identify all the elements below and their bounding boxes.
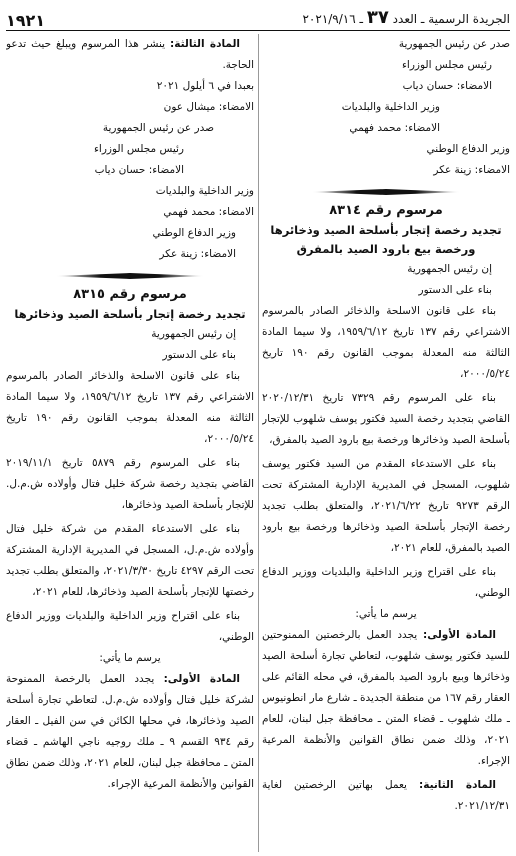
article-text: يعمل بهاتين الرخصتين لغاية ٢٠٢١/١٢/٣١. bbox=[262, 779, 510, 812]
signature-line: الامضاء: حسان دياب bbox=[94, 164, 184, 176]
preamble-paragraph: بناء على قانون الاسلحة والذخائر الصادر بالمرسوم الاشتراعي رقم ١٣٧ تاريخ ١٩٥٩/٦/١٢، ولا سيما المادة الثالثة منه المعدلة بموجب القانون رقم ١٩٠ تاريخ ٢٠٠٠/٥/٢٤، bbox=[262, 305, 510, 380]
article-label: المادة الأولى: bbox=[423, 629, 496, 641]
signature-line: رئيس مجلس الوزراء bbox=[93, 143, 184, 155]
issue-number: ٣٧ bbox=[366, 7, 389, 28]
preamble-paragraph: بناء على المرسوم رقم ٧٣٢٩ تاريخ ٢٠٢٠/١٢/٣١ القاضي بتجديد رخصة السيد فكتور يوسف شلهوب للإتجار بأسلحة الصيد وذخائرها ورخصة بيع بارود الصيد بالمفرق، bbox=[262, 392, 510, 446]
article-3 bbox=[6, 34, 254, 76]
signature-line: صدر عن رئيس الجمهورية bbox=[102, 122, 214, 134]
signature-line: وزير الداخلية والبلديات bbox=[155, 185, 254, 197]
decrees-line: يرسم ما يأتي: bbox=[99, 652, 161, 664]
right-column bbox=[262, 34, 510, 852]
article-label: المادة الأولى: bbox=[163, 673, 240, 685]
article-label: المادة الثالثة: bbox=[170, 38, 240, 50]
decree-title: مرسوم رقم ٨٣١٥ bbox=[73, 287, 187, 302]
signature-line: الامضاء: زينة عكر bbox=[159, 248, 236, 260]
preamble-paragraph: بناء على اقتراح وزير الداخلية والبلديات ووزير الدفاع الوطني، bbox=[6, 610, 254, 643]
signature-line: وزير الدفاع الوطني bbox=[152, 227, 236, 239]
article-text: ينشر هذا المرسوم ويبلغ حيث تدعو الحاجة. bbox=[6, 38, 254, 71]
signature-line: الامضاء: محمد فهمي bbox=[349, 122, 440, 134]
president-signature: الامضاء: ميشال عون bbox=[163, 101, 254, 113]
intro-line: بناء على الدستور bbox=[418, 284, 492, 296]
preamble-paragraph: بناء على قانون الاسلحة والذخائر الصادر بالمرسوم الاشتراعي رقم ١٣٧ تاريخ ١٩٥٩/٦/١٢، ولا سيما المادة الثالثة منه المعدلة بموجب القانون رقم ١٩٠ تاريخ ٢٠٠٠/٥/٢٤، bbox=[6, 370, 254, 445]
preamble-paragraph: بناء على اقتراح وزير الداخلية والبلديات ووزير الدفاع الوطني، bbox=[262, 566, 510, 599]
article-label: المادة الثانية: bbox=[419, 779, 497, 791]
signature-line: وزير الدفاع الوطني bbox=[426, 143, 510, 155]
decree-title: مرسوم رقم ٨٣١٤ bbox=[329, 203, 443, 218]
intro-line: بناء على الدستور bbox=[162, 349, 236, 361]
preamble-paragraph: بناء على المرسوم رقم ٥٨٧٩ تاريخ ٢٠١٩/١١/١ القاضي بتجديد رخصة شركة خليل فتال وأولاده ش.م.ل. للإتجار بأسلحة الصيد وذخائرها، bbox=[6, 457, 254, 511]
preamble-paragraph: بناء على الاستدعاء المقدم من شركة خليل فتال وأولاده ش.م.ل، المسجل في المديرية الإدارية المشتركة تحت الرقم ٤٢٩٧ تاريخ ٢٠٢١/٣/٣٠، والمتعلق بطلب تجديد رخصتها للإتجار بأسلحة الصيد وذخائرها، للعام ٢٠٢١، bbox=[6, 523, 254, 598]
section-separator bbox=[312, 189, 461, 195]
article-text: يجدد العمل بالرخصتين الممنوحتين للسيد فكتور يوسف شلهوب، لتعاطي تجارة أسلحة الصيد وذخائرها وبيع بارود الصيد بالمفرق، في محله القائم على العقار رقم ١٦٧ من منطقة الجديدة ـ شارع مار انطونيوس ـ ملك شلهوب ـ قضاء المتن ـ محافظة جبل لبنان، للعام ٢٠٢١، وذلك ضمن نطاق القوانين والأنظمة المرعية الإجراء. bbox=[262, 629, 510, 767]
intro-line: إن رئيس الجمهورية bbox=[407, 263, 492, 275]
intro-line: إن رئيس الجمهورية bbox=[151, 328, 236, 340]
gazette-title bbox=[302, 7, 510, 30]
decree-subtitle: تجديد رخصة إتجار بأسلحة الصيد وذخائرها bbox=[14, 307, 246, 321]
page-number: ١٩٢١ bbox=[6, 11, 46, 30]
article-1 bbox=[6, 669, 254, 795]
signature-line: صدر عن رئيس الجمهورية bbox=[398, 38, 510, 50]
article-text: يجدد العمل بالرخصة الممنوحة لشركة خليل فتال وأولاده ش.م.ل. لتعاطي تجارة أسلحة الصيد وذخائرها، في محلها الكائن في سن الفيل ـ العقار رقم ٩٣٤ القسم ٩ ـ ملك روجيه ناجي الهاشم ـ قضاء المتن ـ محافظة جبل لبنان، للعام ٢٠٢١، وذلك ضمن نطاق القوانين والأنظمة المرعية الإجراء. bbox=[6, 673, 254, 790]
signature-line: الامضاء: حسان دياب bbox=[402, 80, 492, 92]
gazette-name: الجريدة الرسمية ـ العدد bbox=[392, 12, 510, 26]
issue-date: ـ ٢٠٢١/٩/١٦ bbox=[302, 12, 364, 26]
signature-line: الامضاء: محمد فهمي bbox=[163, 206, 254, 218]
page-header bbox=[6, 4, 510, 31]
article-1 bbox=[262, 625, 510, 772]
left-column bbox=[6, 34, 254, 852]
decree-subtitle: تجديد رخصة إتجار بأسلحة الصيد وذخائرها ورخصة بيع بارود الصيد بالمفرق bbox=[270, 223, 502, 256]
preamble-paragraph: بناء على الاستدعاء المقدم من السيد فكتور يوسف شلهوب، المسجل في المديرية الإدارية المشتركة تحت الرقم ٩٢٧٣ تاريخ ٢٠٢١/٦/٢٢، والمتعلق بطلب تجديد رخصة الإتجار بأسلحة الصيد وذخائرها ورخصة بيع بارود الصيد بالمفرق، للعام ٢٠٢١، bbox=[262, 458, 510, 554]
decrees-line: يرسم ما يأتي: bbox=[355, 608, 417, 620]
signature-line: رئيس مجلس الوزراء bbox=[401, 59, 492, 71]
column-divider bbox=[258, 34, 259, 852]
article-2 bbox=[262, 775, 510, 817]
baabda-date: بعبدا في ٦ أيلول ٢٠٢١ bbox=[156, 80, 254, 92]
signature-line: وزير الداخلية والبلديات bbox=[341, 101, 440, 113]
section-separator bbox=[56, 273, 205, 279]
signature-line: الامضاء: زينة عكر bbox=[433, 164, 510, 176]
